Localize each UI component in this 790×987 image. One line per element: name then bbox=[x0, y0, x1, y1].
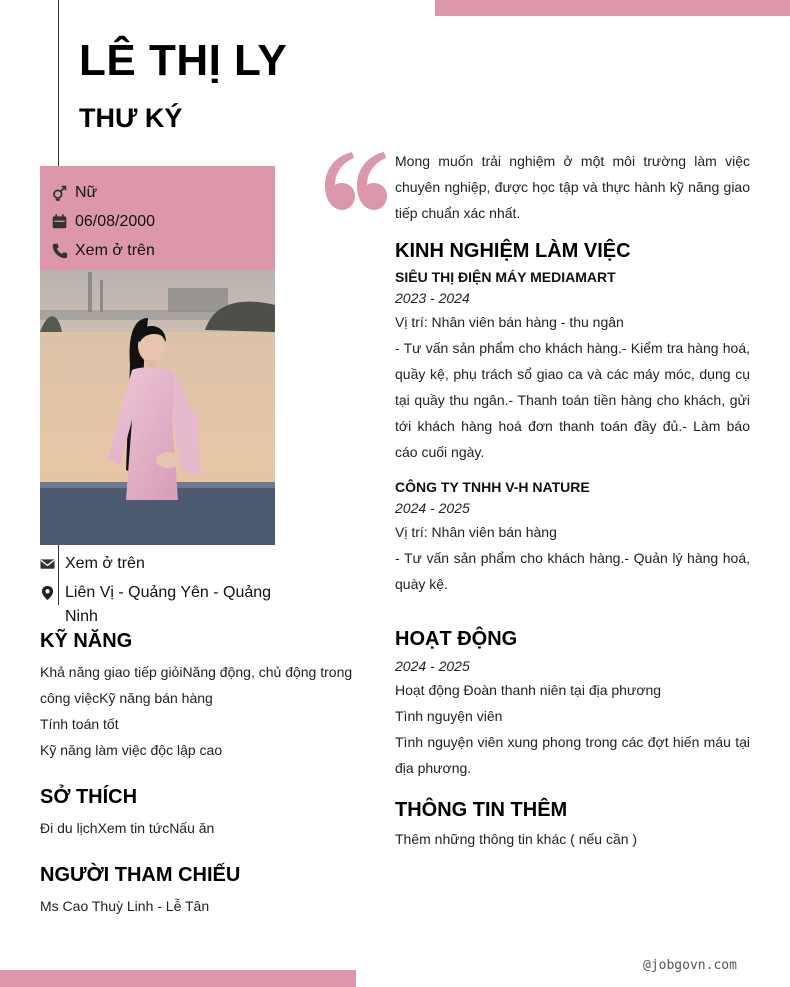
candidate-name: LÊ THỊ LY bbox=[79, 36, 288, 85]
location-icon bbox=[40, 581, 65, 601]
references-text: Ms Cao Thuỳ Linh - Lễ Tân bbox=[40, 898, 210, 914]
gender-icon bbox=[50, 184, 68, 202]
extra-info-section bbox=[395, 799, 750, 852]
address-row bbox=[40, 581, 275, 629]
activity-period: 2024 - 2025 bbox=[395, 658, 470, 674]
hobbies-text: Đi du lịchXem tin tứcNấu ăn bbox=[40, 820, 215, 836]
activity-role: Tình nguyện viên bbox=[395, 708, 503, 724]
job-description: - Tư vấn sản phẩm cho khách hàng.- Quản lý hàng hoá, quày kệ. bbox=[395, 550, 750, 592]
job-position: Vị trí: Nhân viên bán hàng bbox=[395, 524, 557, 540]
contact-info bbox=[40, 552, 275, 634]
phone-icon bbox=[50, 242, 68, 260]
experience-section bbox=[395, 240, 750, 609]
phone-value: Xem ở trên bbox=[75, 241, 155, 259]
profile-photo bbox=[40, 270, 275, 545]
address-value: Liên Vị - Quảng Yên - Quảng Ninh bbox=[65, 584, 272, 625]
divider-line bbox=[58, 0, 59, 166]
quote-icon bbox=[322, 148, 388, 216]
activities-section bbox=[395, 628, 750, 781]
personal-info-box bbox=[40, 166, 275, 270]
job-entry bbox=[395, 477, 750, 597]
email-value: Xem ở trên bbox=[65, 555, 145, 572]
skills-section bbox=[40, 630, 355, 763]
skills-title: KỸ NĂNG bbox=[40, 630, 133, 652]
job-entry bbox=[395, 267, 750, 465]
career-objective: Mong muốn trải nghiệm ở một môi trường làm việc chuyên nghiệp, được học tập và thực hành kỹ năng giao tiếp chuẩn xác nhất. bbox=[395, 153, 750, 221]
email-row bbox=[40, 552, 275, 576]
gender-row bbox=[40, 178, 275, 207]
skill-item: Kỹ năng làm việc độc lập cao bbox=[40, 742, 223, 758]
phone-row bbox=[40, 236, 275, 265]
references-section bbox=[40, 864, 355, 919]
references-title: NGƯỜI THAM CHIẾU bbox=[40, 864, 241, 886]
hobbies-title: SỞ THÍCH bbox=[40, 786, 138, 808]
extra-title: THÔNG TIN THÊM bbox=[395, 799, 568, 821]
bottom-accent-bar bbox=[0, 970, 356, 987]
hobbies-section bbox=[40, 786, 355, 841]
job-description: - Tư vấn sản phẩm cho khách hàng.- Kiểm tra hàng hoá, quầy kệ, phụ trách sổ giao ca và các máy móc, dụng cụ tại quầy thu ngân.- Thanh toán tiền hàng cho khách, gửi tới khách hàng hoá đơn thanh toán đầy đủ.- Làm báo cáo cuối ngày. bbox=[395, 340, 750, 460]
email-icon bbox=[40, 552, 65, 572]
company-name: CÔNG TY TNHH V-H NATURE bbox=[395, 479, 590, 495]
activities-title: HOẠT ĐỘNG bbox=[395, 628, 518, 650]
job-period: 2023 - 2024 bbox=[395, 290, 470, 306]
job-title: THƯ KÝ bbox=[79, 103, 183, 133]
skill-item: Khả năng giao tiếp giỏiNăng động, chủ động trong công việcKỹ năng bán hàng bbox=[40, 664, 353, 706]
extra-text: Thêm những thông tin khác ( nếu cần ) bbox=[395, 831, 638, 847]
company-name: SIÊU THỊ ĐIỆN MÁY MEDIAMART bbox=[395, 269, 616, 285]
footer-watermark: @jobgovn.com bbox=[643, 958, 737, 973]
gender-value: Nữ bbox=[75, 183, 98, 201]
job-period: 2024 - 2025 bbox=[395, 500, 470, 516]
experience-title: KINH NGHIỆM LÀM VIỆC bbox=[395, 240, 631, 262]
calendar-icon bbox=[50, 213, 68, 231]
activity-organization: Hoạt động Đoàn thanh niên tại địa phương bbox=[395, 682, 662, 698]
skill-item: Tính toán tốt bbox=[40, 716, 119, 732]
birthday-row bbox=[40, 207, 275, 236]
top-accent-bar bbox=[435, 0, 790, 16]
birthday-value: 06/08/2000 bbox=[75, 212, 156, 230]
activity-description: Tình nguyện viên xung phong trong các đợt hiến máu tại địa phương. bbox=[395, 734, 750, 776]
job-position: Vị trí: Nhân viên bán hàng - thu ngân bbox=[395, 314, 624, 330]
